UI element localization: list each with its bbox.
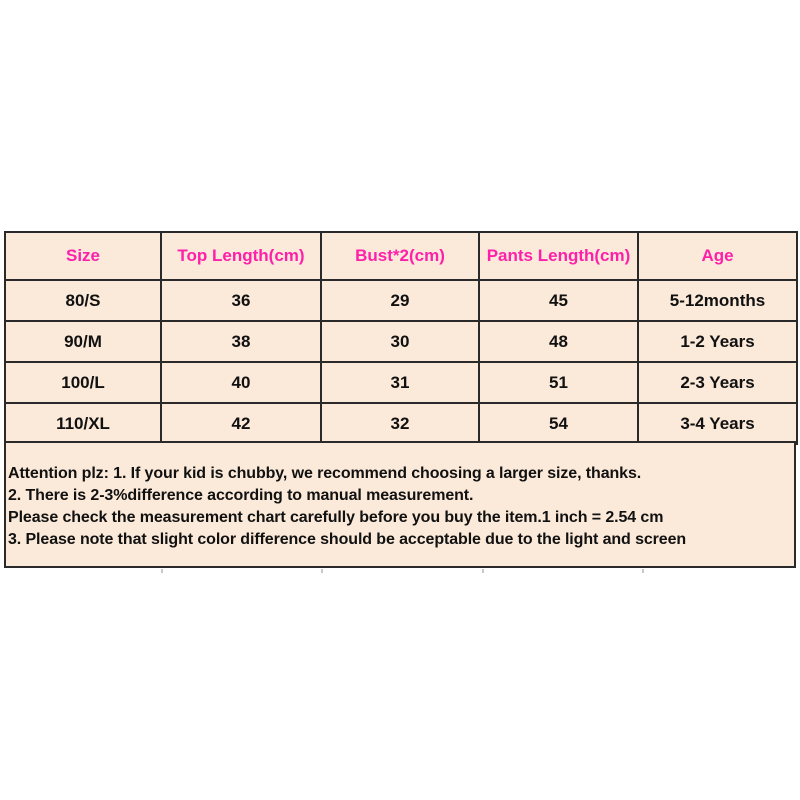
column-line-artifact bbox=[642, 569, 644, 573]
column-header-top-length: Top Length(cm) bbox=[161, 232, 321, 280]
size-chart-table bbox=[4, 231, 798, 445]
table-cell: 1-2 Years bbox=[638, 321, 797, 362]
table-row-90m bbox=[5, 321, 797, 362]
table-cell: 80/S bbox=[5, 280, 161, 321]
table-row-80s bbox=[5, 280, 797, 321]
column-header-pants-length: Pants Length(cm) bbox=[479, 232, 638, 280]
table-cell: 31 bbox=[321, 362, 479, 403]
table-cell: 5-12months bbox=[638, 280, 797, 321]
column-header-age: Age bbox=[638, 232, 797, 280]
table-cell: 90/M bbox=[5, 321, 161, 362]
note-line-2: 2. There is 2-3%difference according to manual measurement. bbox=[8, 487, 474, 504]
table-cell: 40 bbox=[161, 362, 321, 403]
table-cell: 29 bbox=[321, 280, 479, 321]
table-row-110xl bbox=[5, 403, 797, 444]
table-cell: 42 bbox=[161, 403, 321, 444]
table-row-100l bbox=[5, 362, 797, 403]
column-header-bust: Bust*2(cm) bbox=[321, 232, 479, 280]
column-header-size: Size bbox=[5, 232, 161, 280]
table-cell: 45 bbox=[479, 280, 638, 321]
table-cell: 54 bbox=[479, 403, 638, 444]
table-cell: 48 bbox=[479, 321, 638, 362]
table-cell: 3-4 Years bbox=[638, 403, 797, 444]
column-line-artifact bbox=[321, 569, 323, 573]
table-cell: 100/L bbox=[5, 362, 161, 403]
header-row bbox=[5, 232, 797, 280]
table-cell: 2-3 Years bbox=[638, 362, 797, 403]
note-line-4: 3. Please note that slight color difference should be acceptable due to the light and screen bbox=[8, 531, 687, 548]
table-cell: 51 bbox=[479, 362, 638, 403]
table-cell: 30 bbox=[321, 321, 479, 362]
table-cell: 38 bbox=[161, 321, 321, 362]
column-line-artifact bbox=[161, 569, 163, 573]
table-cell: 36 bbox=[161, 280, 321, 321]
column-line-artifact bbox=[482, 569, 484, 573]
table-cell: 32 bbox=[321, 403, 479, 444]
table-cell: 110/XL bbox=[5, 403, 161, 444]
note-line-1: Attention plz: 1. If your kid is chubby, we recommend choosing a larger size, thanks. bbox=[8, 465, 642, 482]
note-line-3: Please check the measurement chart carefully before you buy the item.1 inch = 2.54 cm bbox=[8, 509, 664, 526]
attention-note bbox=[4, 441, 796, 568]
